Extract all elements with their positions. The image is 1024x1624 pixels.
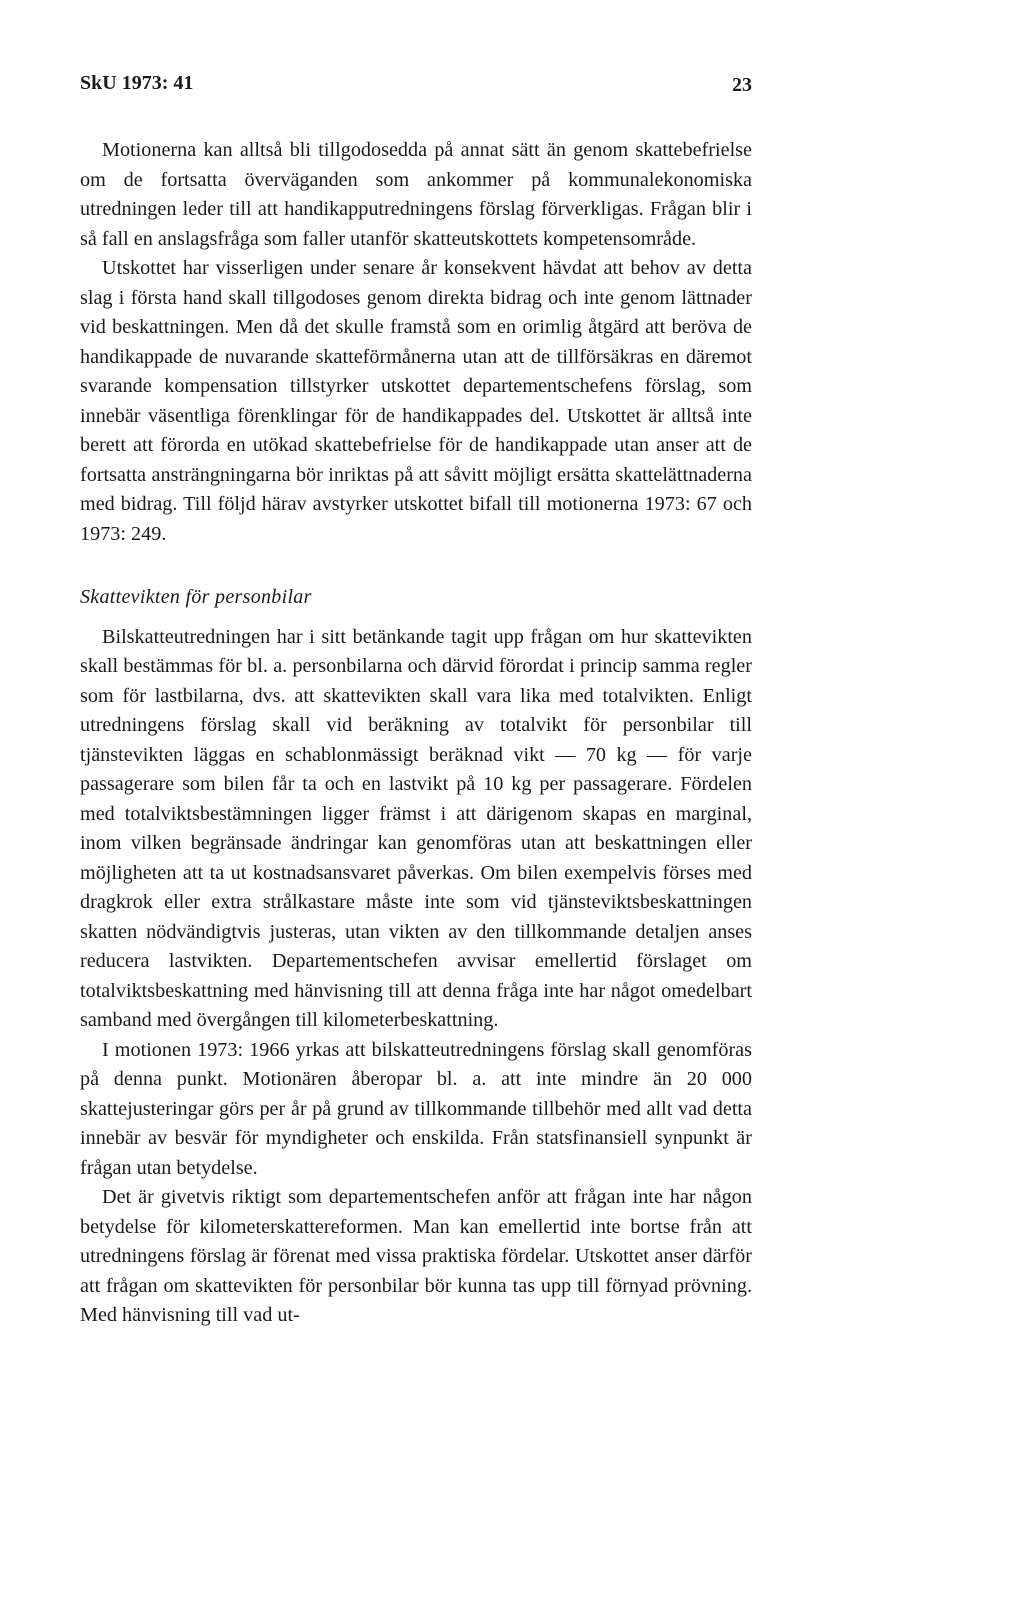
paragraph: Bilskatteutredningen har i sitt betänkande tagit upp frågan om hur skattevikten skall bestämmas för bl. a. personbilarna och därvid förordat i princip samma regler som för lastbilarna, dvs. att skattevikten skall vara lika med totalvikten. Enligt utredningens förslag skall vid beräkning av totalvikt för personbilar till tjänstevikten läggas en schablonmässigt beräknad vikt — 70 kg — för varje passagerare som bilen får ta och en lastvikt på 10 kg per passagerare. Fördelen med totalviktsbestämningen ligger främst i att därigenom skapas en marginal, inom vilken begränsade ändringar kan genomföras utan att beskattningen eller möjligheten att ta ut kostnadsansvaret påverkas. Om bilen exempelvis förses med dragkrok eller extra strålkastare måste inte som vid tjänsteviktsbeskattningen skatten nödvändigtvis justeras, utan vikten av den tillkommande detaljen anses reducera lastvikten. Departementschefen avvisar emellertid förslaget om totalviktsbeskattning med hänvisning till att denna fråga inte har något omedelbart samband med övergången till kilometerbeskattning. bbox=[80, 625, 752, 1031]
page-body bbox=[80, 136, 752, 1331]
paragraph: Utskottet har visserligen under senare år konsekvent hävdat att behov av detta slag i första hand skall tillgodoses genom direkta bidrag och inte genom lättnader vid beskattningen. Men då det skulle framstå som en orimlig åtgärd att beröva de handikappade de nuvarande skatteförmånerna utan att de tillförsäkras en däremot svarande kompensation tillstyrker utskottet departementschefens förslag, som innebär väsentliga förenklingar för de handikappades del. Utskottet är alltså inte berett att förorda en utökad skattebefrielse för de handikappade utan anser att de fortsatta ansträngningarna bör inriktas på att såvitt möjligt ersätta skattelättnaderna med bidrag. Till följd härav avstyrker utskottet bifall till motionerna 1973: 67 och 1973: 249. bbox=[80, 257, 752, 545]
paragraph: Det är givetvis riktigt som departementschefen anför att frågan inte har någon betydelse för kilometerskattereformen. Man kan emellertid inte bortse från att utredningens förslag är förenat med vissa praktiska fördelar. Utskottet anser därför att frågan om skattevikten för personbilar bör kunna tas upp till förnyad prövning. Med hänvisning till vad ut- bbox=[80, 1186, 752, 1326]
page-header bbox=[80, 72, 752, 102]
page-number: 23 bbox=[732, 74, 752, 96]
paragraph: I motionen 1973: 1966 yrkas att bilskatteutredningens förslag skall genomföras på denna punkt. Motionären åberopar bl. a. att inte mindre än 20 000 skattejusteringar görs per år på grund av tillkommande tillbehör med allt vad detta innebär av besvär för myndigheter och enskilda. Från statsfinansiell synpunkt är frågan utan betydelse. bbox=[80, 1038, 752, 1179]
section-heading: Skattevikten för personbilar bbox=[80, 586, 312, 608]
document-id: SkU 1973: 41 bbox=[80, 72, 194, 94]
paragraph: Motionerna kan alltså bli tillgodosedda på annat sätt än genom skattebefrielse om de fortsatta överväganden som ankommer på kommunalekonomiska utredningen leder till att handikapputredningens förslag förverkligas. Frågan blir i så fall en anslagsfråga som faller utanför skatteutskottets kompetensområde. bbox=[80, 139, 752, 250]
